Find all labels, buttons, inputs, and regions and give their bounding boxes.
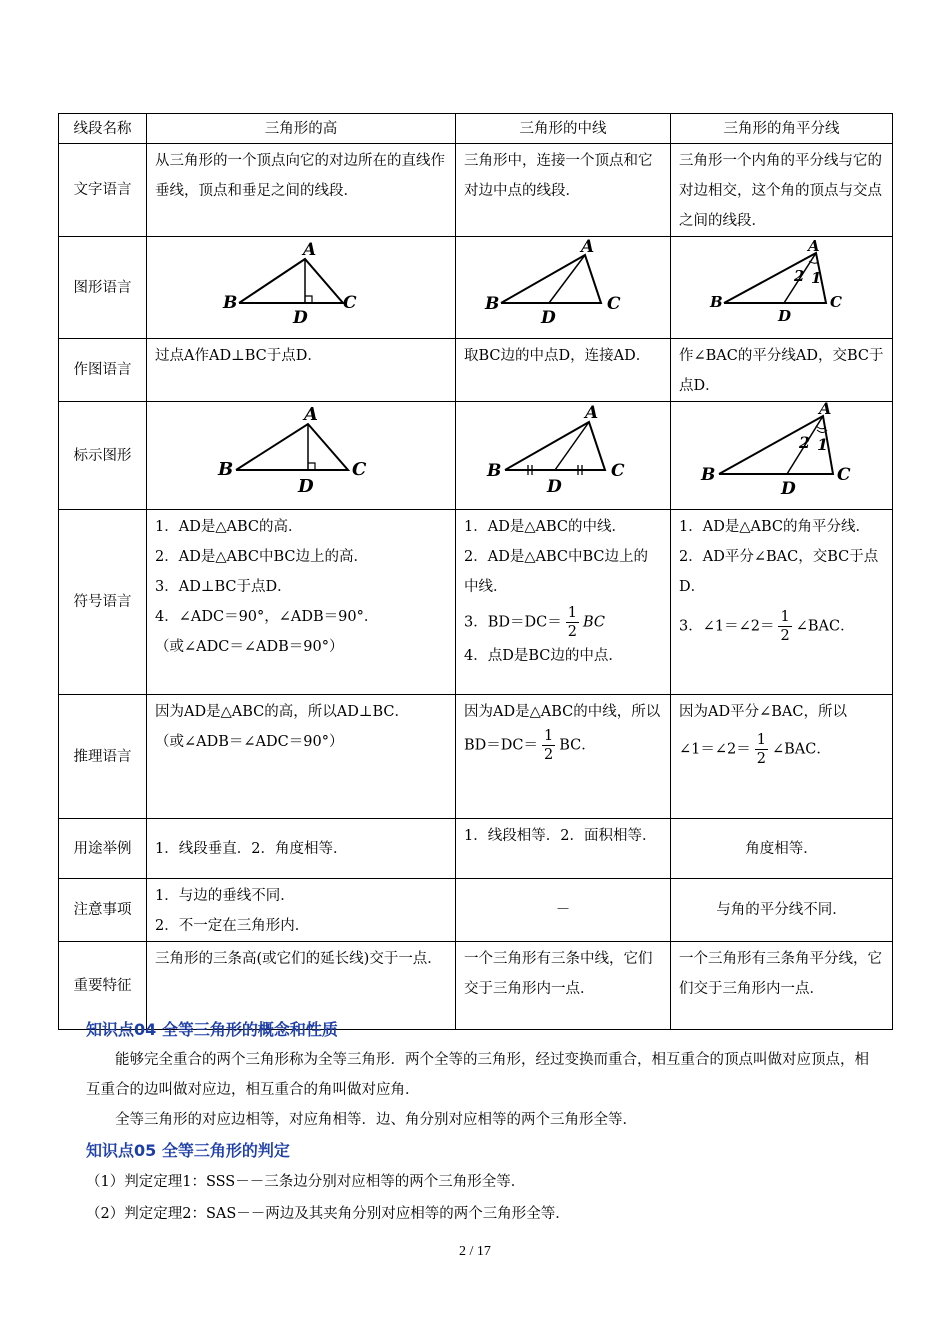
row-label-draw: 作图语言 [59,339,147,402]
row-label-figure: 图形语言 [59,237,147,339]
row-label-features: 重要特征 [59,942,147,1030]
mark-median [456,402,671,510]
svg-text:D: D [541,308,556,327]
svg-text:B: B [487,461,502,481]
draw-height: 过点A作AD⊥BC于点D． [147,339,456,402]
symbol-median: 1．AD是△ABC的中线． 2．AD是△ABC中BC边上的中线． 3．BD＝DC＝ $\frac{1}{2}$ BC 4．点D是BC边的中点． [456,510,671,695]
svg-text:D: D [780,479,796,498]
figure-height [147,237,456,339]
fraction-one-half: $\frac{1}{2}$ [780,609,790,644]
svg-text:B: B [700,465,715,485]
svg-text:C: C [829,293,842,311]
section-4-title: 知识点04 全等三角形的概念和性质 [86,1020,338,1039]
fraction-one-half: $\frac{1}{2}$ [567,605,577,640]
section-4-paragraph-1: 能够完全重合的两个三角形称为全等三角形．两个全等的三角形，经过变换而重合，相互重合的顶点叫做对应顶点，相互重合的边叫做对应边，相互重合的角叫做对应角． [86,1052,869,1098]
svg-text:C: C [352,459,367,480]
text-height: 从三角形的一个顶点向它的对边所在的直线作垂线，顶点和垂足之间的线段． [147,144,456,237]
svg-text:D: D [777,307,791,325]
usage-median: 1．线段相等．2．面积相等． [456,819,671,879]
svg-text:A: A [303,240,317,260]
section-5-item-2: （2）判定定理2：SAS－－两边及其夹角分别对应相等的两个三角形全等． [86,1206,570,1222]
figure-bisector [671,237,893,339]
svg-text:D: D [298,476,314,497]
section-5-title: 知识点05 全等三角形的判定 [86,1141,290,1160]
row-label-usage: 用途举例 [59,819,147,879]
fraction-one-half: $\frac{1}{2}$ [756,732,766,767]
text-median: 三角形中，连接一个顶点和它对边中点的线段． [456,144,671,237]
svg-text:D: D [293,308,308,327]
header-name: 线段名称 [59,114,147,144]
fraction-one-half: $\frac{1}{2}$ [544,728,554,763]
row-label-reason: 推理语言 [59,695,147,819]
svg-text:A: A [807,237,820,255]
usage-bisector: 角度相等． [671,819,893,879]
features-height: 三角形的三条高(或它们的延长线)交于一点． [147,942,456,1030]
notes-height: 1．与边的垂线不同． 2．不一定在三角形内． [147,879,456,942]
svg-text:C: C [836,465,851,485]
svg-text:A: A [581,237,595,257]
svg-text:1: 1 [810,269,821,287]
median-triangle-figure [483,237,643,327]
svg-text:B: B [218,459,234,480]
height-triangle-figure [221,237,381,327]
summary-table [58,113,893,1030]
figure-median [456,237,671,339]
features-median: 一个三角形有三条中线，它们交于三角形内一点． [456,942,671,1030]
features-bisector: 一个三角形有三条角平分线，它们交于三角形内一点． [671,942,893,1030]
row-label-mark: 标示图形 [59,402,147,510]
section-5-item-1: （1）判定定理1：SSS－－三条边分别对应相等的两个三角形全等． [86,1174,526,1190]
header-height: 三角形的高 [147,114,456,144]
symbol-bisector: 1．AD是△ABC的角平分线． 2．AD平分∠BAC，交BC于点D． 3．∠1＝∠2＝ $\frac{1}{2}$ ∠BAC． [671,510,893,695]
bisector-marked-figure [697,402,867,498]
draw-median: 取BC边的中点D，连接AD． [456,339,671,402]
symbol-height: 1．AD是△ABC的高． 2．AD是△ABC中BC边上的高． 3．AD⊥BC于点D． 4．∠ADC＝90°，∠ADB＝90°． （或∠ADC＝∠ADB＝90°） [147,510,456,695]
svg-text:1: 1 [816,435,828,454]
reason-bisector: 因为AD平分∠BAC，所以 ∠1＝∠2＝ $\frac{1}{2}$ ∠BAC． [671,695,893,819]
header-median: 三角形的中线 [456,114,671,144]
median-marked-figure [483,402,643,498]
svg-text:2: 2 [793,267,804,285]
svg-text:B: B [709,293,723,311]
reason-median: 因为AD是△ABC的中线，所以BD＝DC＝ $\frac{1}{2}$ BC． [456,695,671,819]
svg-text:C: C [343,293,357,313]
svg-text:B: B [485,294,500,314]
height-marked-figure [216,402,386,498]
svg-text:C: C [611,461,625,481]
svg-text:A: A [304,404,318,425]
bisector-triangle-figure [702,237,862,327]
row-label-text: 文字语言 [59,144,147,237]
page-number: 2 / 17 [459,1244,491,1259]
usage-height: 1．线段垂直．2．角度相等． [147,819,456,879]
section-4-paragraph-2: 全等三角形的对应边相等，对应角相等．边、角分别对应相等的两个三角形全等． [115,1112,637,1128]
mark-height [147,402,456,510]
draw-bisector: 作∠BAC的平分线AD，交BC于点D． [671,339,893,402]
mark-bisector [671,402,893,510]
row-label-notes: 注意事项 [59,879,147,942]
notes-median: － [456,879,671,942]
reason-height: 因为AD是△ABC的高，所以AD⊥BC． （或∠ADB＝∠ADC＝90°） [147,695,456,819]
header-bisector: 三角形的角平分线 [671,114,893,144]
svg-text:C: C [607,294,621,314]
svg-text:D: D [547,477,562,497]
svg-text:A: A [585,403,599,423]
notes-bisector: 与角的平分线不同． [671,879,893,942]
text-bisector: 三角形一个内角的平分线与它的对边相交，这个角的顶点与交点之间的线段． [671,144,893,237]
svg-text:2: 2 [798,433,810,452]
row-label-symbol: 符号语言 [59,510,147,695]
svg-text:A: A [818,402,831,418]
svg-text:B: B [223,293,238,313]
